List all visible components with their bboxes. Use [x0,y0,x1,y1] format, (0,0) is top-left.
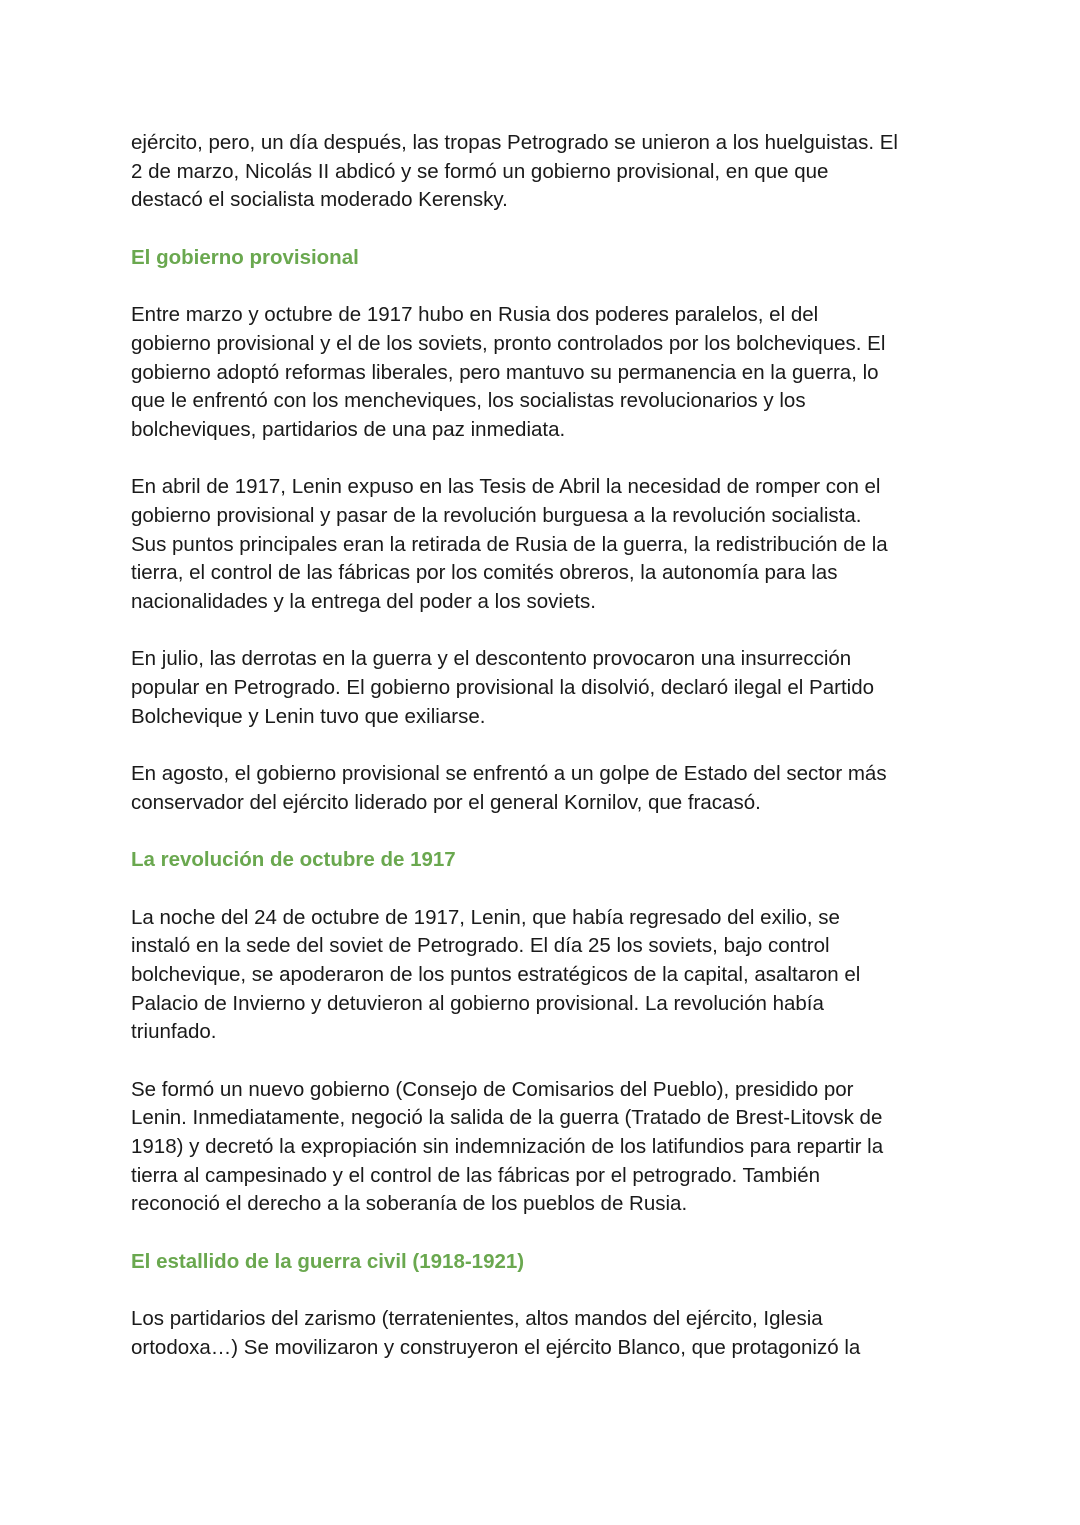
paragraph-intro-continuation [131,129,961,215]
text-line: popular en Petrogrado. El gobierno provisional la disolvió, declaró ilegal el Partido [131,676,875,700]
text-line: gobierno provisional y el de los soviets, pronto controlados por los bolcheviques. El [131,331,886,355]
text-line: nacionalidades y la entrega del poder a los soviets. [131,590,596,613]
section-heading-guerra-civil [131,1248,961,1277]
paragraph-nuevo-gobierno [131,1076,961,1219]
text-line: gobierno adoptó reformas liberales, pero mantuvo su permanencia en la guerra, lo [131,360,879,384]
text-line: que le enfrentó con los mencheviques, los socialistas revolucionarios y los [131,389,806,413]
text-line: instaló en la sede del soviet de Petrogrado. El día 25 los soviets, bajo control [131,934,830,958]
paragraph-julio [131,645,961,731]
text-line: Lenin. Inmediatamente, negoció la salida de la guerra (Tratado de Brest-Litovsk de [131,1106,883,1130]
text-line: Sus puntos principales eran la retirada de Rusia de la guerra, la redistribución de la [131,532,888,556]
text-line: En abril de 1917, Lenin expuso en las Tesis de Abril la necesidad de romper con el [131,475,881,499]
paragraph-dos-poderes [131,301,961,444]
text-line: ortodoxa…) Se movilizaron y construyeron el ejército Blanco, que protagonizó la [131,1335,861,1359]
text-line: triunfado. [131,1020,217,1044]
text-line: Bolchevique y Lenin tuvo que exiliarse. [131,704,486,728]
document-body [131,129,961,1391]
text-line: conservador del ejército liderado por el general Kornilov, que fracasó. [131,790,761,814]
text-line: 1918) y decretó la expropiación sin indemnización de los latifundios para repartir la [131,1135,884,1159]
heading-text: La revolución de octubre de 1917 [131,848,456,872]
text-line: gobierno provisional y pasar de la revolución burguesa a la revolución socialista. [131,503,862,527]
paragraph-agosto [131,760,961,817]
text-line: tierra, el control de las fábricas por los comités obreros, la autonomía para las [131,561,838,585]
paragraph-noche-24-octubre [131,904,961,1047]
text-line: bolcheviques, partidarios de una paz inmediata. [131,417,566,441]
text-line: destacó el socialista moderado Kerensky. [131,188,508,212]
heading-text: El estallido de la guerra civil (1918-1921) [131,1249,525,1273]
text-line: Se formó un nuevo gobierno (Consejo de Comisarios del Pueblo), presidido por [131,1077,854,1101]
text-line: bolchevique, se apoderaron de los puntos estratégicos de la capital, asaltaron el [131,962,861,986]
section-heading-gobierno-provisional [131,244,961,273]
section-heading-revolucion-octubre [131,846,961,875]
text-line: Los partidarios del zarismo (terratenientes, altos mandos del ejército, Iglesia [131,1307,823,1331]
text-line: Palacio de Invierno y detuvieron al gobierno provisional. La revolución había [131,991,824,1015]
text-line: Entre marzo y octubre de 1917 hubo en Rusia dos poderes paralelos, el del [131,303,819,327]
text-line: En agosto, el gobierno provisional se enfrentó a un golpe de Estado del sector más [131,762,887,786]
text-line: 2 de marzo, Nicolás II abdicó y se formó un gobierno provisional, en que que [131,159,829,183]
paragraph-tesis-de-abril [131,473,961,616]
heading-text: El gobierno provisional [131,245,359,269]
text-line: ejército, pero, un día después, las tropas Petrogrado se unieron a los huelguistas. El [131,131,898,154]
text-line: La noche del 24 de octubre de 1917, Lenin, que había regresado del exilio, se [131,905,840,929]
text-line: reconoció el derecho a la soberanía de los pueblos de Rusia. [131,1192,688,1216]
text-line: En julio, las derrotas en la guerra y el descontento provocaron una insurrección [131,647,852,671]
paragraph-partidarios-zarismo [131,1305,961,1362]
text-line: tierra al campesinado y el control de las fábricas por el petrogrado. También [131,1163,821,1187]
